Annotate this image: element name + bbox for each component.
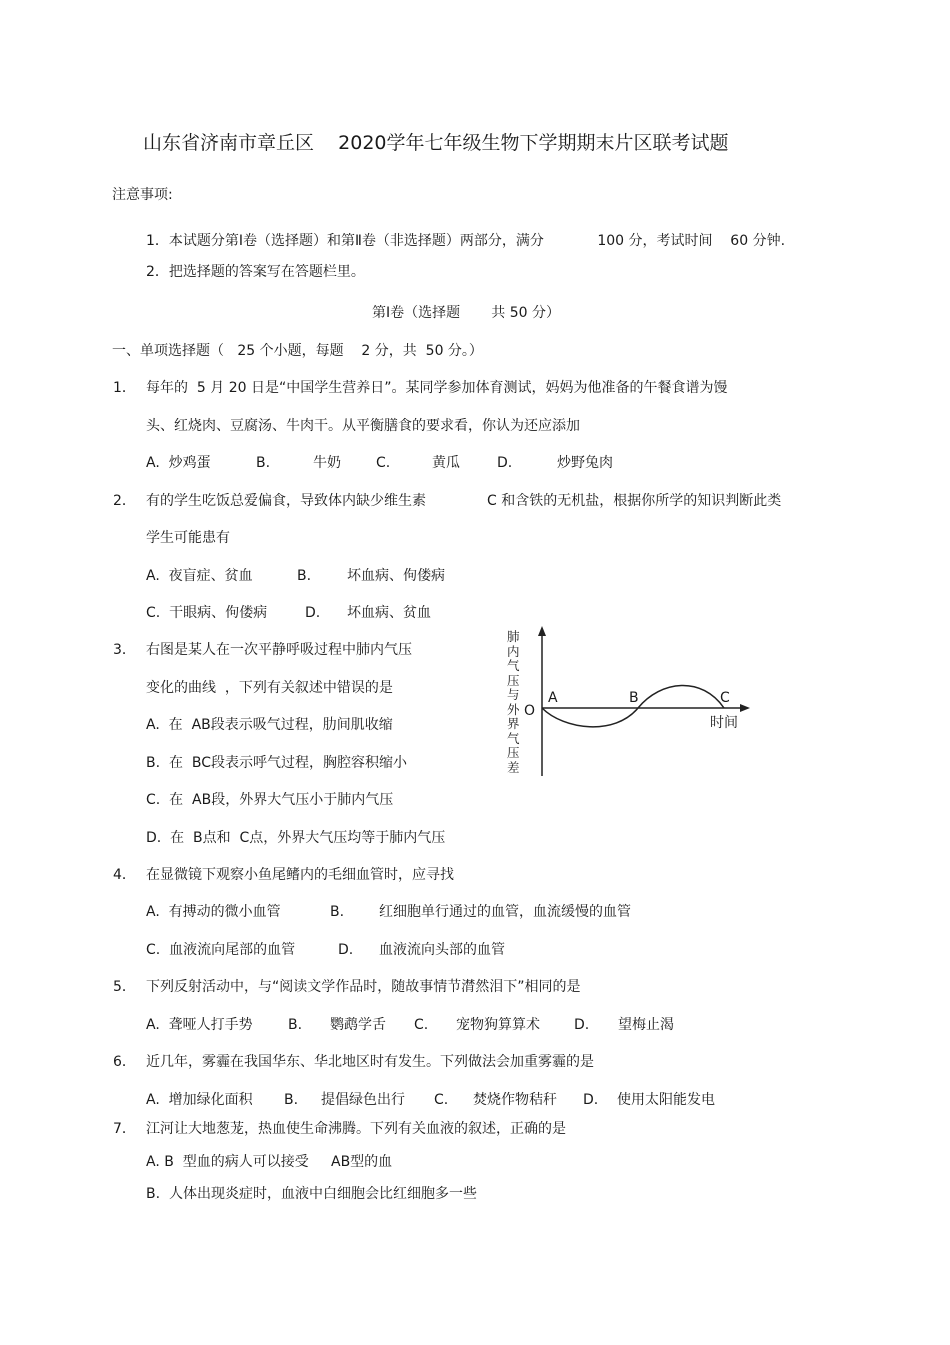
option-a: A. 在 AB段表示吸气过程，肋间肌收缩 (146, 717, 393, 733)
point-a-label: A (548, 690, 558, 706)
point-b-label: B (629, 690, 639, 706)
option-d-letter: D. (338, 942, 354, 958)
question-text: 近几年，雾霾在我国华东、华北地区时有发生。下列做法会加重雾霾的是 (146, 1054, 594, 1070)
question-text: 学生可能患有 (146, 530, 230, 546)
question-text: 江河让大地葱茏，热血使生命沸腾。下列有关血液的叙述，正确的是 (146, 1121, 566, 1137)
notice-heading: 注意事项: (112, 187, 173, 203)
option-b-text: 鹦鹉学舌 (330, 1017, 386, 1033)
option-b-letter: B. (284, 1092, 299, 1108)
option-b-text: 提倡绿色出行 (321, 1092, 405, 1108)
option-b-letter: B. (256, 455, 271, 471)
question-number: 5． (113, 979, 136, 995)
option-d-text: 炒野兔肉 (557, 455, 613, 471)
option-b: B. 人体出现炎症时，血液中白细胞会比红细胞多一些 (146, 1186, 477, 1202)
question-number: 3． (113, 642, 136, 658)
option-d-letter: D. (574, 1017, 590, 1033)
question-text: 头、红烧肉、豆腐汤、牛肉干。从平衡膳食的要求看，你认为还应添加 (146, 418, 580, 434)
question-text: 在显微镜下观察小鱼尾鳍内的毛细血管时，应寻找 (146, 867, 454, 883)
option-d: D. 在 B点和 C点，外界大气压均等于肺内气压 (146, 830, 446, 846)
y-axis-label: 肺 内 气 压 与 外 界 气 压 差 (507, 629, 520, 775)
option-b: B. 在 BC段表示呼气过程，胸腔容积缩小 (146, 755, 407, 771)
option-b-text: 红细胞单行通过的血管，血流缓慢的血管 (379, 904, 631, 920)
point-c-label: C (720, 690, 730, 706)
option-a: A. B 型血的病人可以接受 AB型的血 (146, 1154, 393, 1170)
option-d-letter: D. (497, 455, 513, 471)
option-c-letter: C. (376, 455, 391, 471)
option-a: A. 夜盲症、贫血 (146, 568, 253, 584)
origin-label: O (524, 703, 536, 719)
option-c-letter: C. (414, 1017, 429, 1033)
option-c-text: 焚烧作物秸秆 (473, 1092, 557, 1108)
option-b-text: 牛奶 (313, 455, 341, 471)
question-number: 1． (113, 380, 136, 396)
option-a: A. 炒鸡蛋 (146, 455, 211, 471)
question-number: 4． (113, 867, 136, 883)
option-b-letter: B. (288, 1017, 303, 1033)
notice-item-1: 1．本试题分第Ⅰ卷（选择题）和第Ⅱ卷（非选择题）两部分，满分 100 分，考试时间 60 分钟. (146, 233, 786, 249)
pressure-curve-svg (498, 618, 758, 780)
x-axis-arrow-icon (740, 704, 750, 712)
question-number: 7． (113, 1121, 136, 1137)
option-c: C. 在 AB段，外界大气压小于肺内气压 (146, 792, 394, 808)
option-b-letter: B. (330, 904, 345, 920)
question-text: 下列反射活动中，与“阅读文学作品时，随故事情节潸然泪下”相同的是 (146, 979, 581, 995)
option-c-text: 宠物狗算算术 (456, 1017, 540, 1033)
question-text: 变化的曲线 ，下列有关叙述中错误的是 (146, 680, 393, 696)
option-d-text: 坏血病、贫血 (347, 605, 431, 621)
question-text: 有的学生吃饭总爱偏食，导致体内缺少维生素 (146, 493, 426, 509)
option-b-text: 坏血病、佝偻病 (347, 568, 445, 584)
option-a: A. 聋哑人打手势 (146, 1017, 253, 1033)
pressure-curve-figure (498, 618, 758, 780)
option-c: C. 干眼病、佝偻病 (146, 605, 268, 621)
question-number: 2． (113, 493, 136, 509)
option-d-text: 血液流向头部的血管 (379, 942, 505, 958)
y-axis-arrow-icon (538, 626, 546, 636)
option-c-text: 黄瓜 (432, 455, 460, 471)
option-d-text: 望梅止渴 (618, 1017, 674, 1033)
question-text: 右图是某人在一次平静呼吸过程中肺内气压 (146, 642, 412, 658)
option-c: C. 血液流向尾部的血管 (146, 942, 296, 958)
section-title: 第Ⅰ卷（选择题 共 50 分） (372, 305, 560, 321)
question-number: 6． (113, 1054, 136, 1070)
question-text: 每年的 5 月 20 日是“中国学生营养日”。某同学参加体育测试，妈妈为他准备的午餐食谱为馒 (146, 380, 728, 396)
question-text: C 和含铁的无机盐，根据你所学的知识判断此类 (487, 493, 782, 509)
option-d-text: 使用太阳能发电 (617, 1092, 715, 1108)
option-c-letter: C. (434, 1092, 449, 1108)
option-d-letter: D. (305, 605, 321, 621)
page-title: 山东省济南市章丘区 2020学年七年级生物下学期期末片区联考试题 (143, 132, 729, 154)
x-axis-label: 时间 (710, 715, 738, 731)
option-a: A. 增加绿化面积 (146, 1092, 253, 1108)
option-d-letter: D. (583, 1092, 599, 1108)
notice-item-2: 2．把选择题的答案写在答题栏里。 (146, 264, 365, 280)
option-b-letter: B. (297, 568, 312, 584)
option-a: A. 有搏动的微小血管 (146, 904, 281, 920)
part-heading: 一、单项选择题（ 25 个小题，每题 2 分，共 50 分。） (112, 343, 483, 359)
